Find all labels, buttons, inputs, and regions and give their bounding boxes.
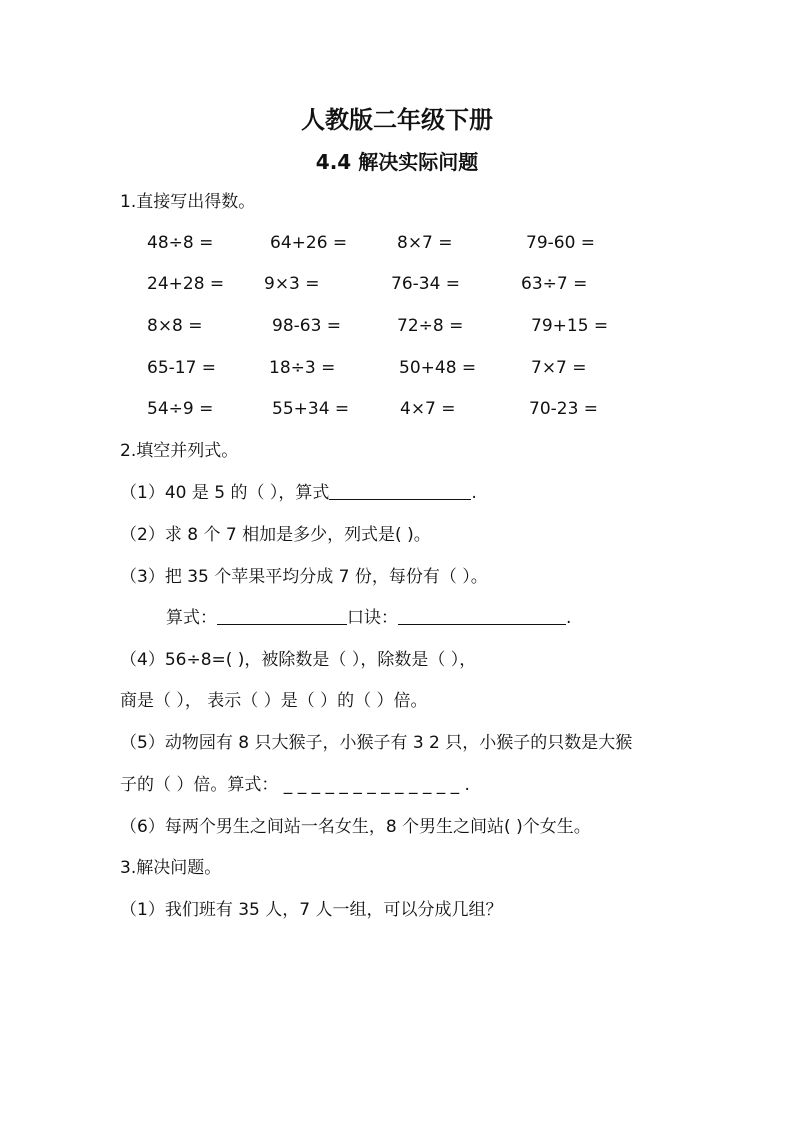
question-2-4: （4）56÷8=( )，被除数是（ ），除数是（ ），	[120, 650, 477, 670]
rhyme-label: 口诀：	[347, 608, 398, 628]
answer-blank	[329, 483, 471, 500]
question-2-2: （2）求 8 个 7 相加是多少，列式是( )。	[120, 525, 431, 545]
section2-heading: 2.填空并列式。	[120, 441, 239, 461]
calc-item: 50+48 =	[399, 358, 477, 378]
calc-item: 4×7 =	[400, 399, 456, 419]
rhyme-blank	[398, 608, 566, 625]
formula-blank	[217, 608, 347, 625]
question-2-5: （5）动物园有 8 只大猴子，小猴子有 3 2 只，小猴子的只数是大猴	[120, 733, 633, 753]
calc-item: 8×8 =	[147, 316, 203, 336]
calc-item: 98-63 =	[272, 316, 342, 336]
question-2-3: （3）把 35 个苹果平均分成 7 份，每份有（ ）。	[120, 567, 488, 587]
calc-item: 8×7 =	[397, 233, 453, 253]
section3-heading: 3.解决问题。	[120, 858, 222, 878]
calc-item: 63÷7 =	[521, 274, 588, 294]
calc-item: 9×3 =	[264, 274, 320, 294]
calc-item: 76-34 =	[391, 274, 461, 294]
calc-item: 72÷8 =	[397, 316, 464, 336]
question-3-1: （1）我们班有 35 人，7 人一组，可以分成几组？	[120, 900, 503, 920]
calc-item: 64+26 =	[270, 233, 348, 253]
question-end: .	[471, 483, 477, 503]
calc-item: 70-23 =	[529, 399, 599, 419]
lesson-subtitle: 4.4 解决实际问题	[315, 150, 479, 174]
calc-item: 48÷8 =	[147, 233, 214, 253]
calc-item: 55+34 =	[272, 399, 350, 419]
question-2-5-cont: 子的（ ）倍。算式： _ _ _ _ _ _ _ _ _ _ _ _ _ .	[120, 775, 470, 795]
question-2-1	[120, 481, 477, 505]
calc-item: 65-17 =	[147, 358, 217, 378]
question-2-4-cont: 商是（ ）， 表示（ ）是（ ）的（ ）倍。	[120, 691, 428, 711]
calc-item: 24+28 =	[147, 274, 225, 294]
section1-heading: 1.直接写出得数。	[120, 192, 256, 212]
calc-item: 18÷3 =	[269, 358, 336, 378]
question-2-3-formula	[166, 606, 571, 630]
calc-item: 54÷9 =	[147, 399, 214, 419]
question-end: .	[566, 608, 572, 628]
calc-item: 7×7 =	[531, 358, 587, 378]
calc-item: 79+15 =	[531, 316, 609, 336]
formula-label: 算式：	[166, 608, 217, 628]
question-text: （1）40 是 5 的（ ），算式	[120, 483, 330, 503]
page-title: 人教版二年级下册	[301, 106, 493, 134]
calc-item: 79-60 =	[526, 233, 596, 253]
question-2-6: （6）每两个男生之间站一名女生，8 个男生之间站( )个女生。	[120, 817, 591, 837]
